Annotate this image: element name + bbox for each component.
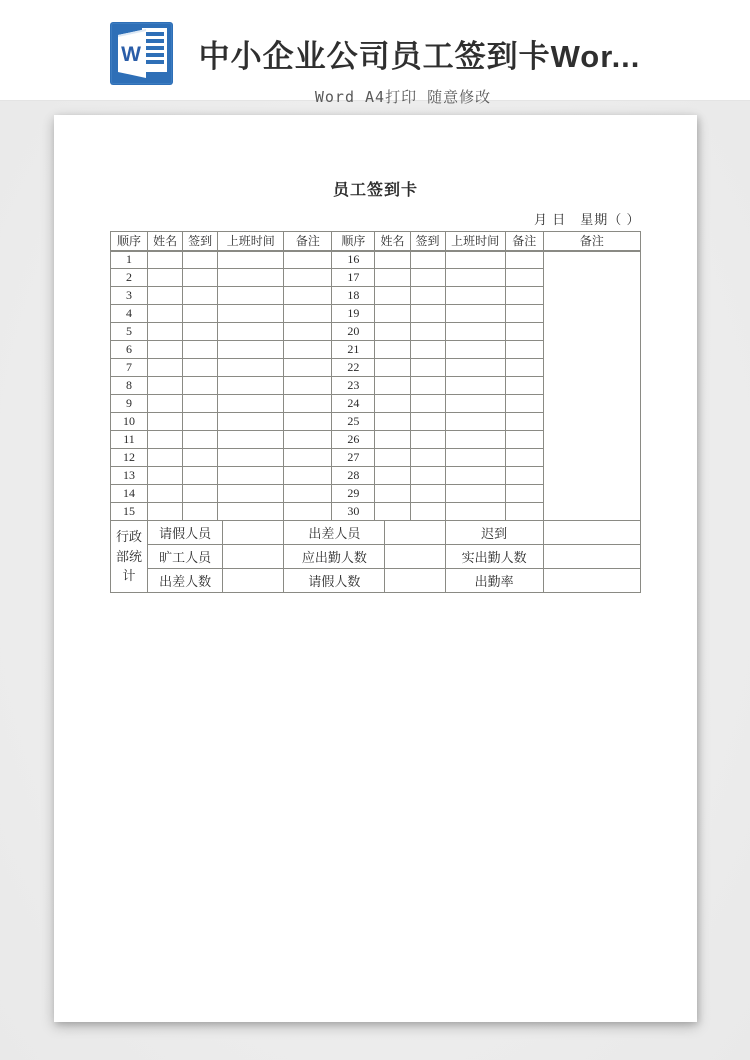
sign-cell-left xyxy=(183,341,218,359)
time-cell-right xyxy=(445,305,505,323)
name-cell-left xyxy=(148,269,183,287)
name-cell-right xyxy=(375,305,410,323)
stats-value-cell xyxy=(223,521,284,545)
name-cell-left xyxy=(148,287,183,305)
column-header-time-left: 上班时间 xyxy=(218,232,284,251)
name-cell-right xyxy=(375,467,410,485)
time-cell-right xyxy=(445,503,505,521)
site-header xyxy=(0,0,750,106)
row-number-left: 12 xyxy=(111,449,148,467)
word-logo-letter: W xyxy=(120,43,141,66)
time-cell-left xyxy=(218,287,284,305)
sign-cell-right xyxy=(410,467,445,485)
sign-cell-left xyxy=(183,287,218,305)
row-number-left: 10 xyxy=(111,413,148,431)
sign-cell-left xyxy=(183,485,218,503)
remark-cell-right xyxy=(505,323,543,341)
column-header-time-right: 上班时间 xyxy=(445,232,505,251)
row-number-left: 6 xyxy=(111,341,148,359)
row-number-right: 28 xyxy=(332,467,375,485)
time-cell-right xyxy=(445,413,505,431)
stats-value-cell xyxy=(385,569,445,593)
column-header-name-left: 姓名 xyxy=(148,232,183,251)
row-number-left: 8 xyxy=(111,377,148,395)
sign-cell-right xyxy=(410,395,445,413)
remarks-merged-cell xyxy=(543,251,640,521)
stats-value-cell xyxy=(223,569,284,593)
stats-value-cell xyxy=(543,569,640,593)
document-title: 员工签到卡 xyxy=(332,182,418,199)
name-cell-right xyxy=(375,395,410,413)
name-cell-left xyxy=(148,449,183,467)
name-cell-right xyxy=(375,287,410,305)
sign-cell-left xyxy=(183,413,218,431)
stats-label: 请假人数 xyxy=(284,569,385,593)
stats-row xyxy=(111,545,641,569)
row-number-left: 11 xyxy=(111,431,148,449)
remark-cell-left xyxy=(284,449,332,467)
header-row xyxy=(111,232,641,251)
row-number-right: 26 xyxy=(332,431,375,449)
remark-cell-right xyxy=(505,485,543,503)
row-number-left: 9 xyxy=(111,395,148,413)
remark-cell-left xyxy=(284,503,332,521)
column-header-remarks-merged: 备注 xyxy=(543,232,640,251)
column-header-order-left: 顺序 xyxy=(111,232,148,251)
sign-cell-right xyxy=(410,377,445,395)
time-cell-left xyxy=(218,503,284,521)
sign-cell-right xyxy=(410,413,445,431)
sign-cell-left xyxy=(183,305,218,323)
stats-value-cell xyxy=(385,545,445,569)
stats-label: 旷工人员 xyxy=(148,545,223,569)
remark-cell-right xyxy=(505,305,543,323)
stats-value-cell xyxy=(543,545,640,569)
table-row xyxy=(111,251,641,269)
sign-cell-left xyxy=(183,431,218,449)
row-number-right: 24 xyxy=(332,395,375,413)
sign-cell-right xyxy=(410,287,445,305)
stats-label: 出勤率 xyxy=(445,569,543,593)
remark-cell-left xyxy=(284,467,332,485)
document-page xyxy=(54,115,697,1022)
remark-cell-right xyxy=(505,359,543,377)
row-number-left: 3 xyxy=(111,287,148,305)
sign-cell-left xyxy=(183,503,218,521)
name-cell-left xyxy=(148,467,183,485)
time-cell-right xyxy=(445,431,505,449)
row-number-right: 18 xyxy=(332,287,375,305)
row-number-left: 4 xyxy=(111,305,148,323)
sign-cell-right xyxy=(410,431,445,449)
column-header-remark-right: 备注 xyxy=(505,232,543,251)
time-cell-right xyxy=(445,485,505,503)
time-cell-left xyxy=(218,377,284,395)
remark-cell-right xyxy=(505,413,543,431)
time-cell-left xyxy=(218,323,284,341)
stats-value-cell xyxy=(223,545,284,569)
row-number-right: 23 xyxy=(332,377,375,395)
time-cell-left xyxy=(218,485,284,503)
row-number-left: 13 xyxy=(111,467,148,485)
name-cell-left xyxy=(148,431,183,449)
time-cell-right xyxy=(445,287,505,305)
remark-cell-left xyxy=(284,251,332,269)
remark-cell-right xyxy=(505,251,543,269)
sign-cell-left xyxy=(183,467,218,485)
row-number-left: 7 xyxy=(111,359,148,377)
time-cell-right xyxy=(445,323,505,341)
remark-cell-left xyxy=(284,431,332,449)
stats-label: 迟到 xyxy=(445,521,543,545)
stats-value-cell xyxy=(385,521,445,545)
name-cell-right xyxy=(375,359,410,377)
sign-cell-left xyxy=(183,323,218,341)
name-cell-left xyxy=(148,377,183,395)
remark-cell-right xyxy=(505,287,543,305)
time-cell-left xyxy=(218,305,284,323)
remark-cell-right xyxy=(505,503,543,521)
remark-cell-left xyxy=(284,485,332,503)
remark-cell-right xyxy=(505,449,543,467)
name-cell-left xyxy=(148,323,183,341)
sign-cell-right xyxy=(410,359,445,377)
row-number-right: 25 xyxy=(332,413,375,431)
sign-in-rows xyxy=(111,251,641,521)
name-cell-right xyxy=(375,503,410,521)
name-cell-right xyxy=(375,449,410,467)
row-number-right: 22 xyxy=(332,359,375,377)
remark-cell-left xyxy=(284,359,332,377)
date-line: 月 日 星期（ ） xyxy=(533,212,641,227)
sign-cell-right xyxy=(410,503,445,521)
name-cell-left xyxy=(148,413,183,431)
row-number-left: 5 xyxy=(111,323,148,341)
row-number-right: 19 xyxy=(332,305,375,323)
column-header-sign-right: 签到 xyxy=(410,232,445,251)
row-number-left: 2 xyxy=(111,269,148,287)
remark-cell-right xyxy=(505,467,543,485)
time-cell-right xyxy=(445,269,505,287)
name-cell-left xyxy=(148,359,183,377)
time-cell-left xyxy=(218,359,284,377)
time-cell-left xyxy=(218,413,284,431)
time-cell-right xyxy=(445,341,505,359)
sign-cell-left xyxy=(183,269,218,287)
row-number-right: 17 xyxy=(332,269,375,287)
remark-cell-right xyxy=(505,269,543,287)
stats-value-cell xyxy=(543,521,640,545)
stats-row xyxy=(111,569,641,593)
sign-cell-right xyxy=(410,305,445,323)
name-cell-left xyxy=(148,251,183,269)
row-number-right: 27 xyxy=(332,449,375,467)
row-number-left: 15 xyxy=(111,503,148,521)
stats-group-label: 行政部统计 xyxy=(111,521,148,593)
name-cell-right xyxy=(375,485,410,503)
sign-cell-right xyxy=(410,341,445,359)
remark-cell-right xyxy=(505,395,543,413)
stats-label: 应出勤人数 xyxy=(284,545,385,569)
name-cell-right xyxy=(375,377,410,395)
sign-cell-right xyxy=(410,449,445,467)
remark-cell-left xyxy=(284,269,332,287)
stats-label: 实出勤人数 xyxy=(445,545,543,569)
name-cell-right xyxy=(375,269,410,287)
time-cell-right xyxy=(445,449,505,467)
name-cell-right xyxy=(375,341,410,359)
remark-cell-left xyxy=(284,287,332,305)
column-header-name-right: 姓名 xyxy=(375,232,410,251)
stats-label: 出差人数 xyxy=(148,569,223,593)
remark-cell-left xyxy=(284,323,332,341)
sign-cell-left xyxy=(183,449,218,467)
name-cell-right xyxy=(375,251,410,269)
remark-cell-left xyxy=(284,377,332,395)
sign-in-table xyxy=(110,231,641,593)
time-cell-right xyxy=(445,395,505,413)
time-cell-left xyxy=(218,467,284,485)
time-cell-right xyxy=(445,377,505,395)
time-cell-left xyxy=(218,269,284,287)
stats-label: 出差人员 xyxy=(284,521,385,545)
time-cell-left xyxy=(218,449,284,467)
name-cell-left xyxy=(148,395,183,413)
column-header-remark-left: 备注 xyxy=(284,232,332,251)
remark-cell-right xyxy=(505,377,543,395)
row-number-right: 20 xyxy=(332,323,375,341)
column-header-order-right: 顺序 xyxy=(332,232,375,251)
name-cell-left xyxy=(148,305,183,323)
time-cell-left xyxy=(218,431,284,449)
time-cell-left xyxy=(218,395,284,413)
sign-cell-right xyxy=(410,251,445,269)
name-cell-left xyxy=(148,503,183,521)
page-title: 中小企业公司员工签到卡Wor... xyxy=(198,39,641,74)
sign-cell-left xyxy=(183,251,218,269)
name-cell-left xyxy=(148,341,183,359)
remark-cell-left xyxy=(284,413,332,431)
sign-cell-right xyxy=(410,323,445,341)
row-number-right: 16 xyxy=(332,251,375,269)
sign-cell-left xyxy=(183,395,218,413)
sign-cell-right xyxy=(410,485,445,503)
remark-cell-right xyxy=(505,431,543,449)
time-cell-right xyxy=(445,359,505,377)
name-cell-right xyxy=(375,323,410,341)
remark-cell-right xyxy=(505,341,543,359)
column-header-sign-left: 签到 xyxy=(183,232,218,251)
sign-cell-left xyxy=(183,359,218,377)
sign-cell-left xyxy=(183,377,218,395)
row-number-right: 21 xyxy=(332,341,375,359)
remark-cell-left xyxy=(284,305,332,323)
row-number-left: 14 xyxy=(111,485,148,503)
remark-cell-left xyxy=(284,395,332,413)
sign-cell-right xyxy=(410,269,445,287)
name-cell-right xyxy=(375,431,410,449)
time-cell-left xyxy=(218,251,284,269)
name-cell-right xyxy=(375,413,410,431)
time-cell-right xyxy=(445,251,505,269)
remark-cell-left xyxy=(284,341,332,359)
row-number-right: 30 xyxy=(332,503,375,521)
stats-rows xyxy=(111,521,641,593)
word-logo-icon xyxy=(110,22,173,85)
row-number-right: 29 xyxy=(332,485,375,503)
stats-row xyxy=(111,521,641,545)
stats-label: 请假人员 xyxy=(148,521,223,545)
name-cell-left xyxy=(148,485,183,503)
page-subtitle: Word A4打印 随意修改 xyxy=(314,88,492,106)
time-cell-right xyxy=(445,467,505,485)
time-cell-left xyxy=(218,341,284,359)
row-number-left: 1 xyxy=(111,251,148,269)
